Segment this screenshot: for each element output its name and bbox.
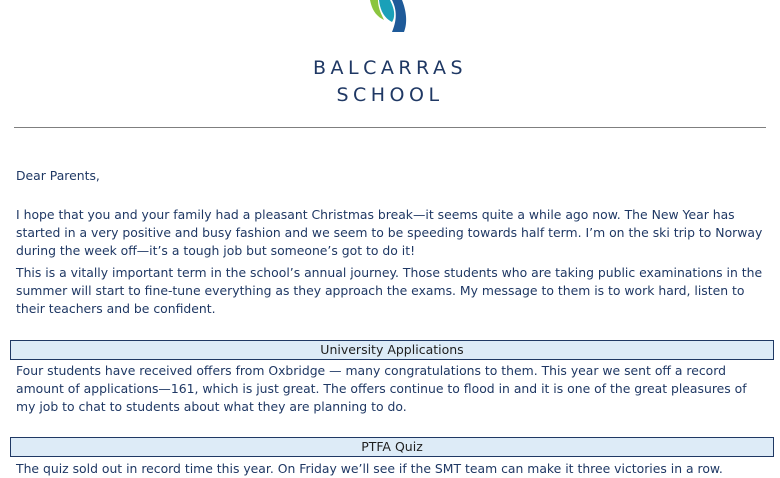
section-heading-university-applications: University Applications (10, 340, 774, 360)
salutation: Dear Parents, (16, 168, 100, 183)
school-logo-icon (362, 0, 418, 36)
section-heading-ptfa-quiz: PTFA Quiz (10, 437, 774, 457)
ptfa-quiz-paragraph: The quiz sold out in record time this year. On Friday we’ll see if the SMT team can make it three victories in a row. (16, 461, 723, 476)
university-applications-paragraph: Four students have received offers from Oxbridge — many congratulations to them. This year we sent off a record amount of applications—161, which is just great. The offers continue to flood in and it is one of the great pleasures of my job to chat to students about what they are planning to do. (16, 363, 747, 414)
intro-paragraph: I hope that you and your family had a pleasant Christmas break—it seems quite a while ago now. The New Year has started in a very positive and busy fashion and we seem to be speeding towards half term. I’m on the ski trip to Norway during the week off—it’s a tough job but someone’s got to do it! (16, 207, 763, 258)
important-term-paragraph: This is a vitally important term in the school’s annual journey. Those students who are taking public examinations in the summer will start to fine-tune everything as they approach the exams. My message to them is to work hard, listen to their teachers and be confident. (16, 265, 763, 316)
school-name-line2: SCHOOL (336, 84, 444, 106)
header-divider (14, 127, 766, 128)
school-name-line1: BALCARRAS (312, 57, 468, 79)
